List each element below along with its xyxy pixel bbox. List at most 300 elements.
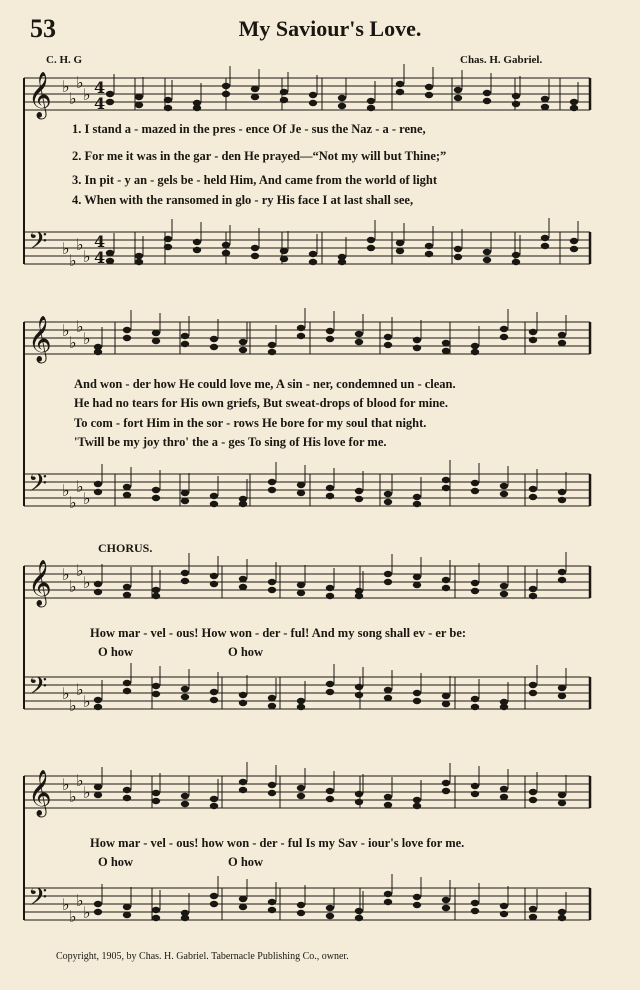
note-head (558, 685, 566, 691)
note-head (123, 904, 131, 910)
note-head (297, 325, 305, 331)
note-head (268, 782, 276, 788)
note-head (454, 254, 462, 260)
note-head (135, 94, 143, 100)
flat-icon: ♭ (62, 239, 70, 258)
note-head (355, 791, 363, 797)
verse-4-line-2: 'Twill be my joy thro' the a - ges To sing of His love for me. (74, 435, 387, 449)
note-head (268, 479, 276, 485)
note-head (396, 248, 404, 254)
note-head (413, 345, 421, 351)
note-head (471, 343, 479, 349)
note-head (297, 490, 305, 496)
note-head (239, 692, 247, 698)
note-head (309, 251, 317, 257)
note-head (181, 915, 189, 921)
flat-icon: ♭ (76, 891, 84, 910)
note-head (471, 480, 479, 486)
note-head (558, 693, 566, 699)
note-head (413, 494, 421, 500)
note-head (413, 582, 421, 588)
note-head (442, 485, 450, 491)
note-head (123, 492, 131, 498)
note-head (123, 688, 131, 694)
time-signature-bottom: 4 (94, 94, 106, 113)
note-head (152, 691, 160, 697)
note-head (239, 904, 247, 910)
note-head (297, 902, 305, 908)
note-head (239, 576, 247, 582)
note-head (558, 800, 566, 806)
note-head (297, 910, 305, 916)
note-head (529, 593, 537, 599)
note-head (413, 797, 421, 803)
note-head (384, 891, 392, 897)
hymn-number: 53 (30, 14, 56, 43)
note-head (123, 327, 131, 333)
note-head (326, 681, 334, 687)
flat-icon: ♭ (69, 251, 77, 270)
note-head (442, 788, 450, 794)
note-head (529, 682, 537, 688)
note-head (471, 349, 479, 355)
note-head (239, 584, 247, 590)
note-head (326, 796, 334, 802)
flat-icon: ♭ (76, 317, 84, 336)
note-head (384, 334, 392, 340)
note-head (384, 695, 392, 701)
note-head (297, 590, 305, 596)
note-head (500, 591, 508, 597)
flat-icon: ♭ (83, 783, 91, 802)
note-head (152, 798, 160, 804)
note-head (309, 100, 317, 106)
note-head (355, 593, 363, 599)
note-head (94, 901, 102, 907)
note-head (210, 573, 218, 579)
note-head (94, 489, 102, 495)
chorus-line-2: How mar - vel - ous! how won - der - ful Is my Sav - iour's love for me. (90, 836, 465, 850)
note-head (239, 787, 247, 793)
flat-icon: ♭ (69, 696, 77, 715)
note-head (500, 911, 508, 917)
flat-icon: ♭ (62, 321, 70, 340)
note-head (396, 89, 404, 95)
note-head (425, 243, 433, 249)
note-head (181, 793, 189, 799)
note-head (442, 693, 450, 699)
note-head (123, 335, 131, 341)
note-head (500, 704, 508, 710)
note-head (251, 253, 259, 259)
note-head (193, 105, 201, 111)
note-head (529, 494, 537, 500)
verse-1-line-1: 1. I stand a - mazed in the pres - ence Of Je - sus the Naz - a - rene, (72, 122, 426, 136)
note-head (541, 235, 549, 241)
note-head (123, 584, 131, 590)
note-head (280, 248, 288, 254)
note-head (355, 908, 363, 914)
note-head (123, 484, 131, 490)
note-head (442, 348, 450, 354)
flat-icon: ♭ (76, 235, 84, 254)
hymn-title: My Saviour's Love. (238, 16, 422, 41)
treble-clef-icon: 𝄞 (28, 770, 52, 816)
copyright-notice: Copyright, 1905, by Chas. H. Gabriel. Tabernacle Publishing Co., owner. (56, 951, 349, 962)
note-head (413, 337, 421, 343)
time-signature-bottom: 4 (94, 248, 106, 267)
note-head (471, 704, 479, 710)
note-head (181, 694, 189, 700)
note-head (396, 81, 404, 87)
note-head (558, 569, 566, 575)
flat-icon: ♭ (69, 907, 77, 926)
note-head (152, 487, 160, 493)
note-head (210, 493, 218, 499)
note-head (239, 339, 247, 345)
flat-icon: ♭ (76, 561, 84, 580)
note-head (94, 581, 102, 587)
note-head (181, 578, 189, 584)
note-head (442, 905, 450, 911)
note-head (268, 587, 276, 593)
note-head (152, 587, 160, 593)
note-head (355, 915, 363, 921)
note-head (558, 489, 566, 495)
note-head (355, 339, 363, 345)
note-head (425, 92, 433, 98)
note-head (123, 592, 131, 598)
note-head (164, 244, 172, 250)
note-head (367, 98, 375, 104)
note-head (94, 589, 102, 595)
note-head (326, 689, 334, 695)
note-head (152, 915, 160, 921)
note-head (268, 907, 276, 913)
note-head (413, 690, 421, 696)
note-head (280, 89, 288, 95)
note-head (106, 99, 114, 105)
note-head (413, 698, 421, 704)
flat-icon: ♭ (62, 481, 70, 500)
note-head (529, 906, 537, 912)
note-head (442, 340, 450, 346)
note-head (384, 342, 392, 348)
bass-clef-icon: 𝄢 (28, 227, 48, 262)
note-head (297, 482, 305, 488)
note-head (164, 236, 172, 242)
time-signature-top: 4 (94, 78, 106, 97)
note-head (210, 344, 218, 350)
flat-icon: ♭ (69, 493, 77, 512)
note-head (413, 574, 421, 580)
note-head (442, 897, 450, 903)
note-head (106, 250, 114, 256)
chorus-line-1: How mar - vel - ous! How won - der - ful! And my song shall ev - er be: (90, 626, 467, 640)
note-head (210, 901, 218, 907)
note-head (239, 896, 247, 902)
note-head (483, 90, 491, 96)
note-head (558, 909, 566, 915)
note-head (384, 687, 392, 693)
note-head (541, 104, 549, 110)
note-head (222, 91, 230, 97)
flat-icon: ♭ (83, 85, 91, 104)
note-head (500, 794, 508, 800)
note-head (500, 903, 508, 909)
note-head (384, 499, 392, 505)
note-head (152, 683, 160, 689)
note-head (152, 790, 160, 796)
music-credit: Chas. H. Gabriel. (460, 54, 543, 66)
note-head (268, 487, 276, 493)
flat-icon: ♭ (76, 73, 84, 92)
note-head (413, 894, 421, 900)
note-head (268, 703, 276, 709)
flat-icon: ♭ (69, 787, 77, 806)
note-head (529, 586, 537, 592)
note-head (500, 583, 508, 589)
note-head (210, 501, 218, 507)
note-head (326, 328, 334, 334)
note-head (471, 580, 479, 586)
note-head (355, 331, 363, 337)
note-head (268, 342, 276, 348)
note-head (181, 801, 189, 807)
note-head (135, 259, 143, 265)
note-head (384, 794, 392, 800)
flat-icon: ♭ (69, 333, 77, 352)
note-head (367, 245, 375, 251)
treble-clef-icon: 𝄞 (28, 316, 52, 362)
verse-2-line-2: He had no tears for His own griefs, But sweat-drops of blood for mine. (74, 396, 448, 410)
note-head (529, 486, 537, 492)
note-head (297, 793, 305, 799)
note-head (251, 245, 259, 251)
verse-3-line-1: 3. In pit - y an - gels be - held Him, And came from the world of light (72, 173, 438, 187)
note-head (222, 83, 230, 89)
note-head (570, 105, 578, 111)
bass-clef-icon: 𝄢 (28, 469, 48, 504)
flat-icon: ♭ (83, 903, 91, 922)
note-head (558, 792, 566, 798)
note-head (94, 784, 102, 790)
note-head (471, 488, 479, 494)
note-head (239, 347, 247, 353)
note-head (326, 905, 334, 911)
note-head (326, 493, 334, 499)
chorus-bass-echo-4: O how (228, 855, 264, 869)
note-head (471, 696, 479, 702)
note-head (454, 246, 462, 252)
note-head (541, 243, 549, 249)
note-head (355, 692, 363, 698)
note-head (500, 326, 508, 332)
note-head (94, 909, 102, 915)
note-head (94, 792, 102, 798)
note-head (396, 240, 404, 246)
note-head (338, 103, 346, 109)
note-head (152, 338, 160, 344)
note-head (268, 579, 276, 585)
verse-1-line-2: And won - der how He could love me, A sin - ner, condemned un - clean. (74, 377, 456, 391)
note-head (558, 915, 566, 921)
bass-clef-icon: 𝄢 (28, 672, 48, 707)
flat-icon: ♭ (76, 771, 84, 790)
flat-icon: ♭ (62, 895, 70, 914)
note-head (193, 247, 201, 253)
note-head (268, 790, 276, 796)
note-head (500, 491, 508, 497)
treble-clef-icon: 𝄞 (28, 560, 52, 606)
note-head (425, 84, 433, 90)
note-head (297, 333, 305, 339)
note-head (413, 803, 421, 809)
flat-icon: ♭ (76, 477, 84, 496)
treble-clef-icon: 𝄞 (28, 72, 52, 118)
note-head (326, 485, 334, 491)
note-head (94, 697, 102, 703)
note-head (442, 701, 450, 707)
note-head (181, 498, 189, 504)
note-head (152, 593, 160, 599)
note-head (210, 803, 218, 809)
flat-icon: ♭ (83, 329, 91, 348)
verse-2-line-1: 2. For me it was in the gar - den He prayed—“Not my will but Thine;” (72, 149, 447, 163)
note-head (570, 246, 578, 252)
note-head (239, 501, 247, 507)
flat-icon: ♭ (69, 577, 77, 596)
note-head (413, 902, 421, 908)
chorus-bass-echo-1: O how (98, 645, 134, 659)
verse-3-line-2: To com - fort Him in the sor - rows He bore for my soul that night. (74, 416, 427, 430)
note-head (94, 349, 102, 355)
note-head (181, 341, 189, 347)
note-head (210, 796, 218, 802)
note-head (326, 336, 334, 342)
note-head (512, 259, 520, 265)
note-head (106, 91, 114, 97)
note-head (570, 99, 578, 105)
note-head (367, 105, 375, 111)
flat-icon: ♭ (83, 247, 91, 266)
note-head (181, 570, 189, 576)
note-head (442, 585, 450, 591)
note-head (483, 257, 491, 263)
note-head (355, 496, 363, 502)
note-head (558, 497, 566, 503)
note-head (355, 488, 363, 494)
note-head (210, 697, 218, 703)
note-head (297, 704, 305, 710)
flat-icon: ♭ (62, 565, 70, 584)
note-head (135, 102, 143, 108)
note-head (454, 87, 462, 93)
note-head (442, 477, 450, 483)
note-head (384, 491, 392, 497)
note-head (94, 704, 102, 710)
note-head (297, 698, 305, 704)
note-head (483, 98, 491, 104)
note-head (338, 259, 346, 265)
verse-4-line-1: 4. When with the ransomed in glo - ry His face I at last shall see, (72, 193, 414, 207)
note-head (384, 899, 392, 905)
note-head (210, 689, 218, 695)
note-head (309, 92, 317, 98)
note-head (268, 695, 276, 701)
note-head (442, 577, 450, 583)
time-signature-top: 4 (94, 232, 106, 251)
flat-icon: ♭ (83, 489, 91, 508)
note-head (152, 495, 160, 501)
note-head (471, 791, 479, 797)
note-head (210, 581, 218, 587)
note-head (483, 249, 491, 255)
flat-icon: ♭ (62, 77, 70, 96)
flat-icon: ♭ (69, 89, 77, 108)
note-head (512, 93, 520, 99)
note-head (384, 579, 392, 585)
chorus-bass-echo-2: O how (228, 645, 264, 659)
note-head (164, 97, 172, 103)
note-head (454, 95, 462, 101)
note-head (442, 780, 450, 786)
note-head (500, 334, 508, 340)
note-head (123, 787, 131, 793)
note-head (326, 593, 334, 599)
note-head (529, 789, 537, 795)
flat-icon: ♭ (76, 680, 84, 699)
note-head (529, 914, 537, 920)
note-head (280, 256, 288, 262)
note-head (367, 237, 375, 243)
note-head (280, 97, 288, 103)
flat-icon: ♭ (83, 692, 91, 711)
note-head (500, 483, 508, 489)
note-head (558, 340, 566, 346)
note-head (123, 912, 131, 918)
note-head (239, 779, 247, 785)
note-head (152, 907, 160, 913)
note-head (181, 490, 189, 496)
note-head (181, 686, 189, 692)
note-head (222, 250, 230, 256)
note-head (355, 684, 363, 690)
note-head (558, 577, 566, 583)
note-head (471, 783, 479, 789)
note-head (471, 908, 479, 914)
note-head (471, 588, 479, 594)
note-head (529, 329, 537, 335)
note-head (222, 242, 230, 248)
note-head (413, 501, 421, 507)
note-head (123, 795, 131, 801)
note-head (181, 333, 189, 339)
note-head (164, 105, 172, 111)
note-head (471, 900, 479, 906)
note-head (251, 94, 259, 100)
note-head (558, 332, 566, 338)
note-head (152, 330, 160, 336)
note-head (384, 571, 392, 577)
note-head (529, 337, 537, 343)
note-head (529, 690, 537, 696)
flat-icon: ♭ (62, 684, 70, 703)
note-head (500, 786, 508, 792)
note-head (512, 252, 520, 258)
chorus-label: CHORUS. (98, 541, 153, 555)
note-head (268, 899, 276, 905)
